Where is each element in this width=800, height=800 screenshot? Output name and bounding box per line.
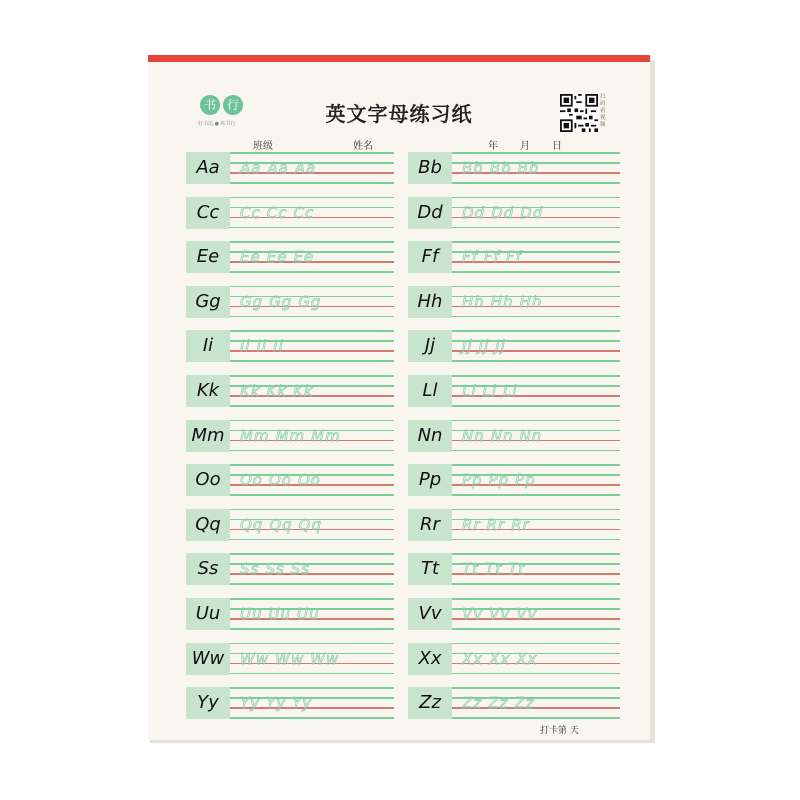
worksheet-page [148,55,650,740]
tracing-area[interactable] [240,598,320,630]
trace-letter: Vv [516,605,538,623]
logo-char-2: 行 [223,95,243,115]
qr-code-icon[interactable] [560,94,598,132]
trace-letter: Xx [516,649,538,668]
trace-letter: Hh [462,292,485,311]
letter-row-Mm [186,420,394,452]
trace-letter: Dd [520,203,544,222]
model-letter: Ll [422,380,438,401]
trace-letter: Jj [462,337,473,356]
class-label: 班级 [253,141,273,152]
trace-letter: Mm [240,426,270,445]
trace-letter: Hh [490,292,514,311]
trace-letter: Cc [293,203,315,222]
trace-letter: Ee [293,248,315,267]
letter-row-Ff [408,241,620,273]
trace-letter: Dd [462,203,486,222]
trace-letter: Pp [488,471,510,490]
tracing-area[interactable] [240,375,314,407]
tracing-area[interactable] [462,375,518,407]
tracing-area[interactable] [462,197,543,229]
model-letter: Jj [424,335,436,357]
tracing-area[interactable] [462,643,537,675]
letter-row-Uu [186,598,394,630]
model-letter: Ff [421,246,439,268]
trace-letter: Ff [462,248,478,267]
tracing-area[interactable] [462,152,539,184]
tracing-area[interactable] [240,687,312,719]
model-letter: Xx [418,647,442,669]
model-letter: Rr [420,513,440,535]
letter-row-Pp [408,464,620,496]
checkin-footer: 打卡第 天 [540,726,579,736]
letter-row-Vv [408,598,620,630]
trace-letter: Kk [266,382,288,400]
trace-letter: Ll [462,382,477,400]
trace-letter: Tt [485,560,503,579]
letter-row-Qq [186,509,394,541]
letter-row-Ss [186,553,394,585]
trace-letter: Ss [290,560,311,579]
letter-row-Nn [408,420,620,452]
trace-letter: Jj [495,337,506,356]
logo-subtitle: 好书法 ● 练书行 [198,121,236,127]
model-letter: Nn [417,424,443,446]
trace-letter: Kk [240,382,261,400]
trace-letter: Gg [298,292,322,311]
trace-letter: Aa [267,159,289,177]
model-letter: Ee [196,246,220,268]
trace-letter: Ii [273,337,284,356]
trace-letter: Qq [269,515,293,534]
model-letter: Dd [417,201,443,223]
trace-letter: Ss [265,560,285,579]
tracing-area[interactable] [462,509,530,541]
model-letter: Cc [196,201,220,223]
model-letter: Pp [418,469,442,491]
letter-row-Oo [186,464,394,496]
tracing-area[interactable] [240,553,310,585]
trace-letter: Oo [240,471,263,490]
tracing-area[interactable] [240,509,322,541]
model-letter: Bb [418,157,442,178]
trace-letter: Ww [310,649,340,668]
date-year-label: 年 [488,141,498,152]
letter-row-Ee [186,241,394,273]
model-letter: Ww [191,647,225,669]
trace-letter: Zz [488,694,509,713]
tracing-area[interactable] [462,464,536,496]
trace-letter: Ee [266,248,288,267]
trace-letter: Jj [478,337,490,356]
letter-row-Ii [186,330,394,362]
model-letter: Kk [196,380,220,401]
tracing-area[interactable] [240,330,284,362]
trace-letter: Ss [240,560,260,579]
date-month-label: 月 [520,141,530,152]
tracing-area[interactable] [462,598,537,630]
model-letter: Ii [202,335,214,357]
trace-letter: Vv [462,605,484,623]
model-letter: Mm [191,424,225,446]
trace-letter: Kk [293,382,314,400]
tracing-area[interactable] [462,687,534,719]
trace-letter: Vv [489,605,511,623]
trace-letter: Pp [515,471,536,490]
model-letter: Oo [195,469,221,491]
tracing-area[interactable] [462,241,522,273]
trace-letter: Rr [486,515,506,534]
trace-letter: Gg [269,292,293,311]
trace-letter: Rr [462,515,481,534]
letter-row-Zz [408,687,620,719]
letter-row-Ww [186,643,394,675]
page-title: 英文字母练习纸 [325,102,473,126]
trace-letter: Zz [462,694,483,713]
model-letter: Yy [197,692,219,714]
trace-letter: Bb [462,159,484,177]
letter-row-Xx [408,643,620,675]
tracing-area[interactable] [462,553,525,585]
trace-letter: Zz [514,694,535,713]
letter-row-Aa [186,152,394,184]
trace-letter: Qq [298,515,322,534]
trace-letter: Bb [517,159,540,177]
trace-letter: Cc [266,203,288,222]
trace-letter: Qq [240,515,264,534]
trace-letter: Rr [511,515,530,534]
model-letter: Ss [197,558,219,580]
tracing-area[interactable] [240,241,314,273]
trace-letter: Ii [256,337,268,356]
trace-letter: Ff [483,248,500,267]
trace-letter: Uu [297,605,320,623]
trace-letter: Bb [489,159,512,177]
date-day-label: 日 [552,141,562,152]
tracing-area[interactable] [240,643,339,675]
model-letter: Aa [196,157,220,178]
letter-row-Kk [186,375,394,407]
letter-row-Dd [408,197,620,229]
trace-letter: Yy [240,694,261,713]
trace-letter: Mm [275,426,306,445]
trace-letter: Uu [240,605,263,623]
model-letter: Tt [420,558,440,580]
trace-letter: Xx [462,649,484,668]
trace-letter: Nn [462,426,485,445]
tracing-area[interactable] [240,464,321,496]
tracing-area[interactable] [462,286,542,318]
letter-row-Jj [408,330,620,362]
letter-row-Bb [408,152,620,184]
qr-caption: 扫码看视频 [600,94,606,128]
letter-row-Yy [186,687,394,719]
trace-letter: Ww [275,649,305,668]
trace-letter: Aa [294,159,317,177]
tracing-area[interactable] [240,286,321,318]
trace-letter: Oo [268,471,292,490]
trace-letter: Ww [240,649,270,668]
tracing-area[interactable] [240,420,341,452]
trace-letter: Nn [490,426,514,445]
trace-letter: Ee [240,248,261,267]
trace-letter: Xx [489,649,511,668]
model-letter: Hh [417,290,443,312]
model-letter: Vv [418,603,442,624]
trace-letter: Mm [311,426,341,445]
model-letter: Uu [195,603,221,624]
name-label: 姓名 [353,141,373,152]
trace-letter: Ll [482,382,498,400]
letter-row-Tt [408,553,620,585]
tracing-area[interactable] [462,420,542,452]
trace-letter: Yy [266,694,287,713]
trace-letter: Dd [491,203,515,222]
trace-letter: Pp [462,471,483,490]
model-letter: Qq [195,513,221,535]
tracing-area[interactable] [240,197,314,229]
letter-row-Gg [186,286,394,318]
letter-row-Hh [408,286,620,318]
trace-letter: Yy [292,694,313,713]
logo-char-1: 书 [200,95,220,115]
trace-letter: Gg [240,292,264,311]
trace-letter: Cc [240,203,261,222]
trace-letter: Nn [519,426,543,445]
trace-letter: Uu [268,605,291,623]
model-letter: Gg [195,290,221,312]
trace-letter: Ll [503,382,518,400]
trace-letter: Oo [297,471,321,490]
trace-letter: Ii [240,337,251,356]
trace-letter: Hh [519,292,543,311]
trace-letter: Tt [508,560,526,579]
letter-row-Cc [186,197,394,229]
trace-letter: Tt [462,560,480,579]
tracing-area[interactable] [462,330,506,362]
letter-row-Ll [408,375,620,407]
trace-letter: Aa [240,159,262,177]
tracing-area[interactable] [240,152,316,184]
trace-letter: Ff [505,248,522,267]
letter-row-Rr [408,509,620,541]
model-letter: Zz [419,692,441,714]
